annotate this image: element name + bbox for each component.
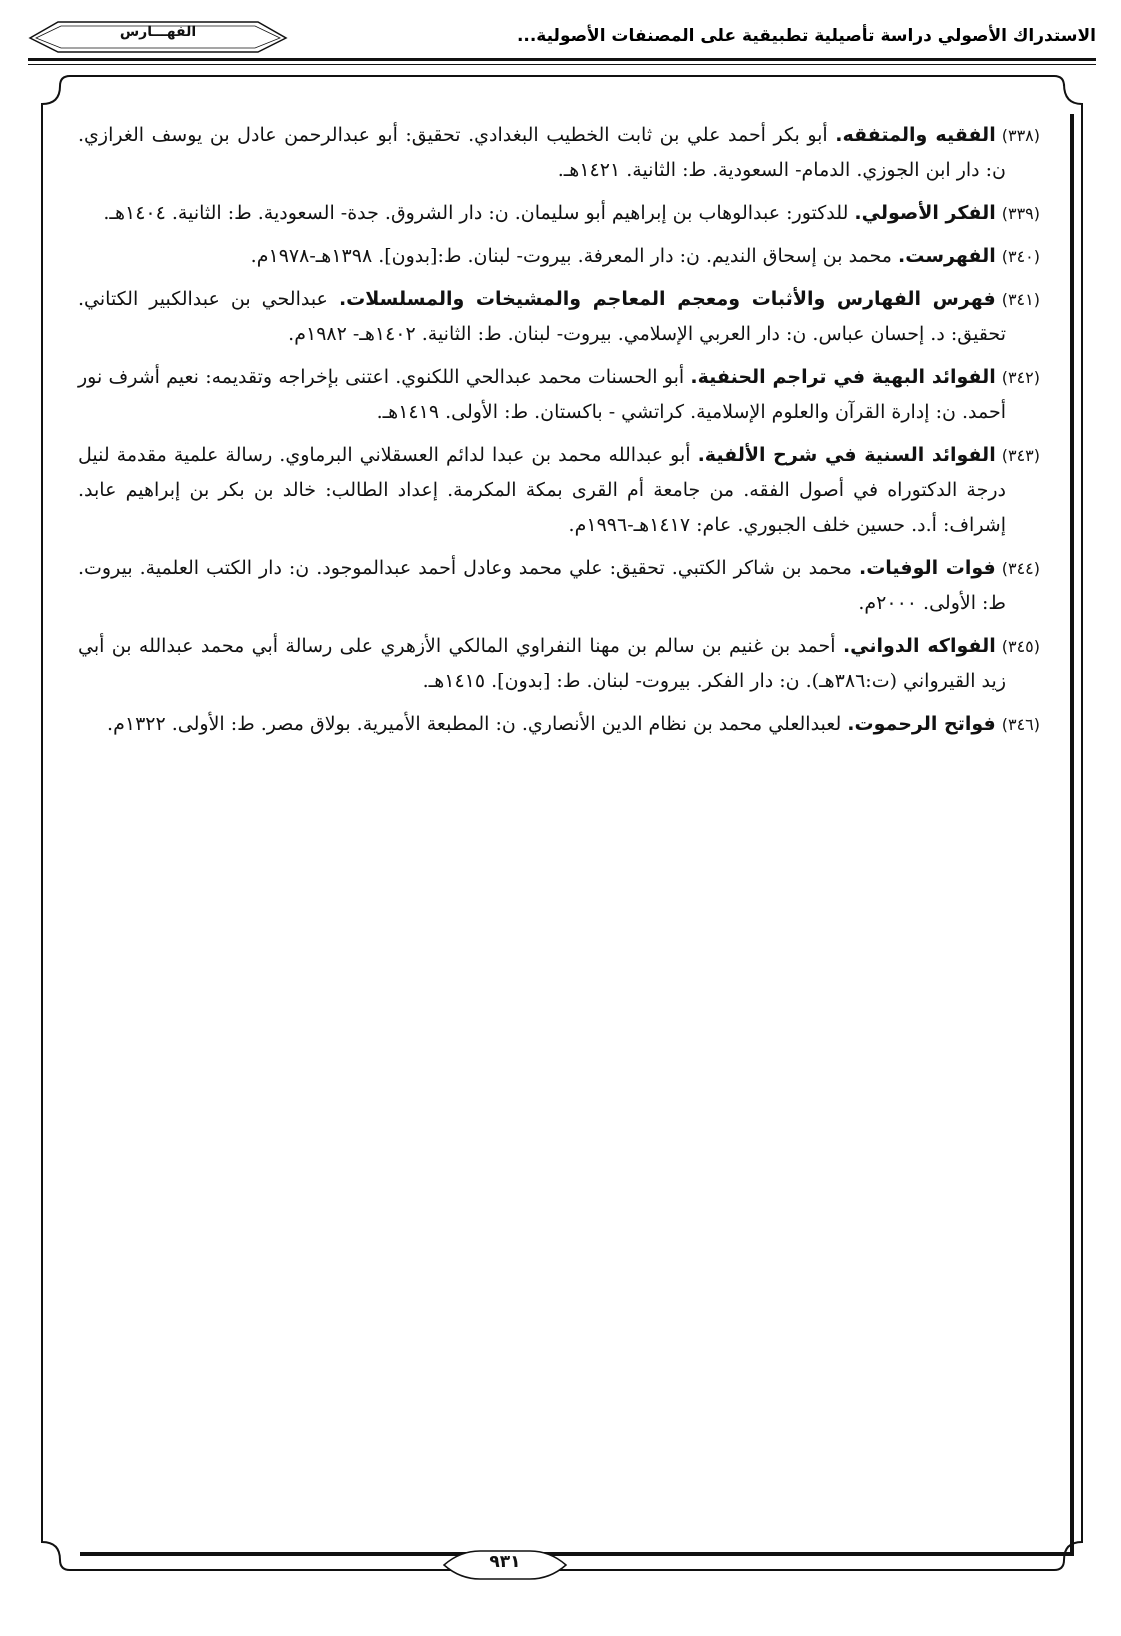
entry-title: الفقيه والمتفقه. — [835, 124, 996, 146]
page-number: ٩٣١ — [489, 1552, 521, 1572]
section-label: الفهـــارس — [119, 24, 197, 40]
section-tab — [28, 18, 288, 54]
bibliography-entry — [78, 629, 1040, 699]
entry-text: أبو عبدالله محمد بن عبدا لدائم العسقلاني البرماوي. رسالة علمية مقدمة لنيل درجة الدكتوراه في أصول الفقه. من جامعة أم القرى بمكة المكرمة. إعداد الطالب: خالد بن بكر بن إبراهيم عابد. إشراف: أ.د. حسين خلف الجبوري. عام: ١٤١٧هـ-١٩٩٦م. — [78, 444, 1006, 536]
entry-title: الفوائد البهية في تراجم الحنفية. — [690, 366, 996, 388]
entry-title: فواتح الرحموت. — [847, 713, 996, 735]
running-title: الاستدراك الأصولي دراسة تأصيلية تطبيقية على المصنفات الأصولية... — [516, 26, 1096, 46]
entry-number: (٣٤١) — [1001, 290, 1040, 309]
entry-text: عبدالحي بن عبدالكبير الكتاني. تحقيق: د. إحسان عباس. ن: دار العربي الإسلامي. بيروت- لبنان. ط: الثانية. ١٤٠٢هـ- ١٩٨٢م. — [78, 288, 1006, 345]
entry-number: (٣٣٨) — [1001, 126, 1040, 145]
entry-text: للدكتور: عبدالوهاب بن إبراهيم أبو سليمان. ن: دار الشروق. جدة- السعودية. ط: الثانية. ١٤٠٤هـ. — [103, 202, 855, 224]
entry-text: أبو الحسنات محمد عبدالحي اللكنوي. اعتنى بإخراجه وتقديمه: نعيم أشرف نور أحمد. ن: إدارة القرآن والعلوم الإسلامية. كراتشي - باكستان. ط: الأولى. ١٤١٩هـ. — [78, 366, 1006, 423]
page-number-badge — [440, 1548, 570, 1582]
bibliography-list — [78, 118, 1040, 750]
bibliography-entry — [78, 239, 1040, 274]
entry-text: محمد بن شاكر الكتبي. تحقيق: علي محمد وعادل أحمد عبدالموجود. ن: دار الكتب العلمية. بيروت. ط: الأولى. ٢٠٠٠م. — [78, 557, 1006, 614]
bibliography-entry — [78, 551, 1040, 621]
entry-title: فوات الوفيات. — [858, 557, 996, 579]
entry-text: لعبدالعلي محمد بن نظام الدين الأنصاري. ن: المطبعة الأميرية. بولاق مصر. ط: الأولى. ١٣٢٢م. — [107, 713, 848, 735]
entry-text: أبو بكر أحمد علي بن ثابت الخطيب البغدادي. تحقيق: أبو عبدالرحمن عادل بن يوسف الغرازي. ن: دار ابن الجوزي. الدمام- السعودية. ط: الثانية. ١٤٢١هـ. — [78, 124, 1006, 181]
entry-title: الفوائد السنية في شرح الألفية. — [697, 444, 996, 466]
entry-number: (٣٤٢) — [1001, 368, 1041, 387]
entry-number: (٣٤٦) — [1001, 715, 1040, 734]
entry-number: (٣٤٤) — [1001, 559, 1040, 578]
header-rule-thin — [28, 64, 1096, 65]
bibliography-entry — [78, 360, 1040, 430]
entry-number: (٣٤٥) — [1001, 637, 1041, 656]
bibliography-entry — [78, 282, 1040, 352]
entry-title: فهرس الفهارس والأثبات ومعجم المعاجم والمشيخات والمسلسلات. — [338, 288, 996, 310]
entry-title: الفواكه الدواني. — [842, 635, 996, 657]
entry-number: (٣٤٠) — [1001, 247, 1040, 266]
header-rule — [28, 58, 1096, 61]
entry-title: الفكر الأصولي. — [854, 202, 996, 224]
entry-number: (٣٣٩) — [1001, 204, 1040, 223]
bibliography-entry — [78, 707, 1040, 742]
page-header — [28, 18, 1096, 68]
entry-number: (٣٤٣) — [1001, 446, 1040, 465]
entry-text: محمد بن إسحاق النديم. ن: دار المعرفة. بيروت- لبنان. ط:[بدون]. ١٣٩٨هـ-١٩٧٨م. — [250, 245, 899, 267]
bibliography-entry — [78, 196, 1040, 231]
bibliography-entry — [78, 438, 1040, 543]
bibliography-entry — [78, 118, 1040, 188]
entry-text: أحمد بن غنيم بن سالم بن مهنا النفراوي المالكي الأزهري على رسالة أبي محمد عبدالله بن أبي زيد القيرواني (ت:٣٨٦هـ). ن: دار الفكر. بيروت- لبنان. ط: [بدون]. ١٤١٥هـ. — [78, 635, 1006, 692]
entry-title: الفهرست. — [898, 245, 996, 267]
